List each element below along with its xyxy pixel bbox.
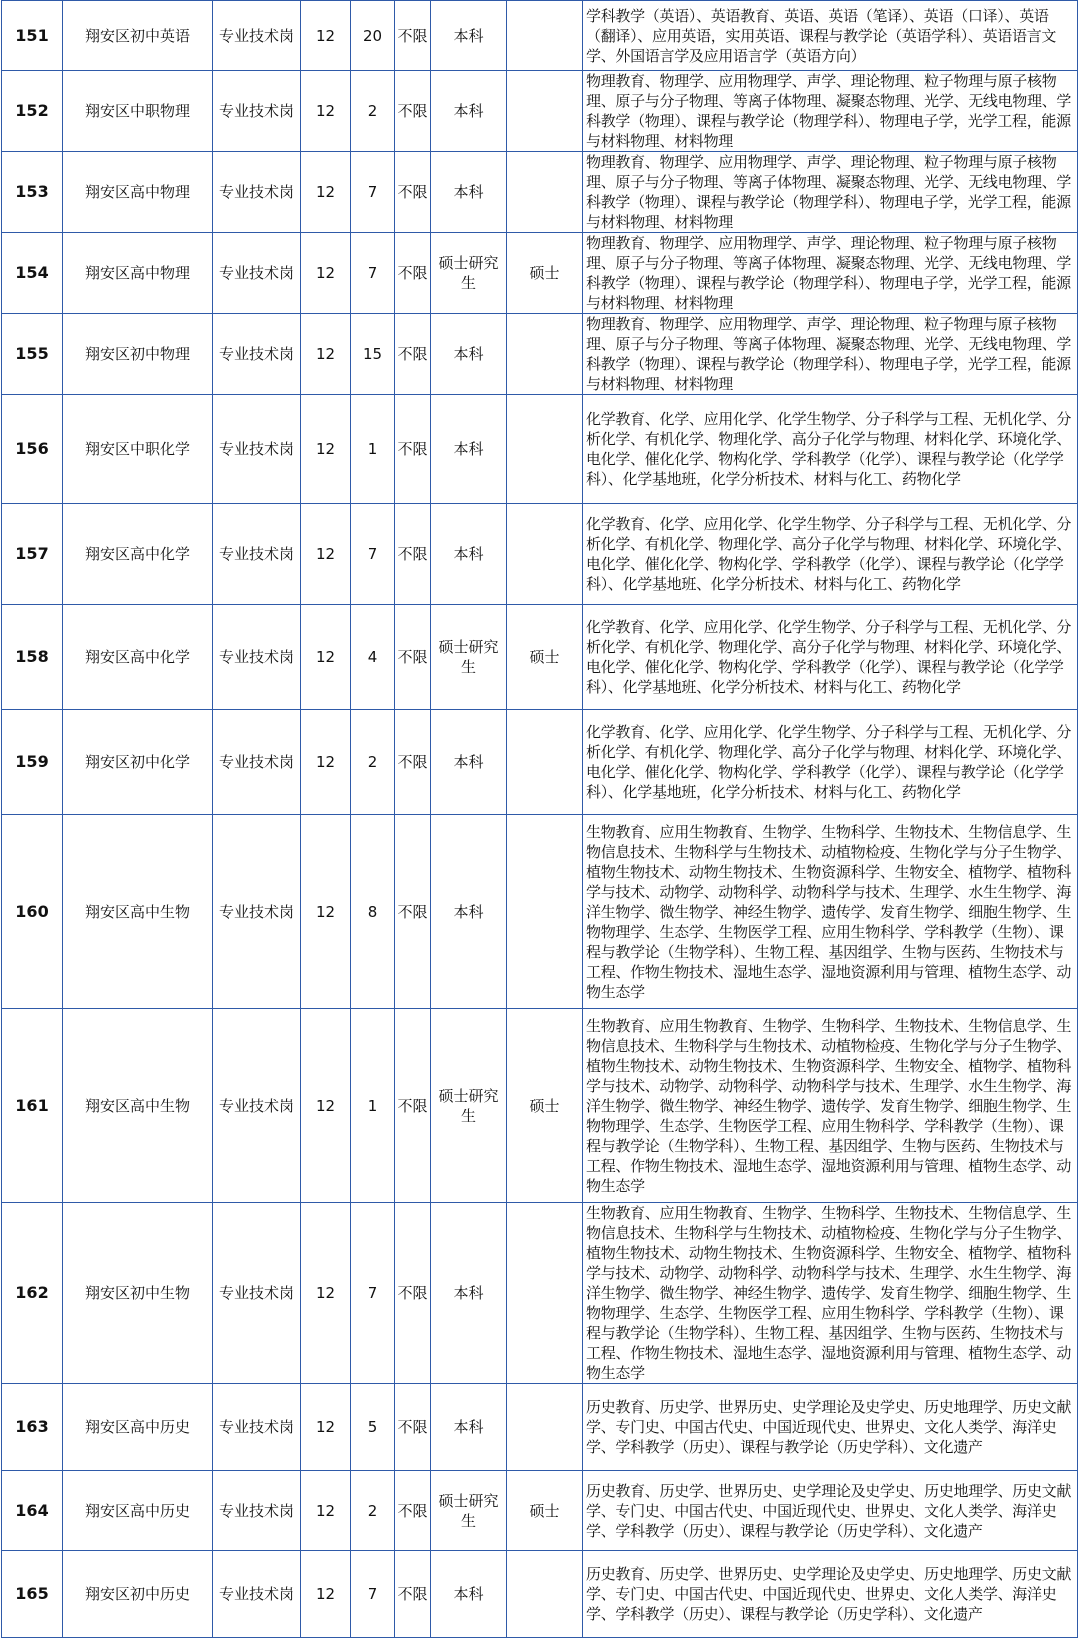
position-number: 163 [2,1384,63,1471]
major-requirements: 物理教育、物理学、应用物理学、声学、理论物理、粒子物理与原子核物理、原子与分子物理、等离子体物理、凝聚态物理、光学、无线电物理、学科教学（物理）、课程与教学论（物理学科）、物理电子学，光学工程，能源与材料物理、材料物理 [583,314,1078,395]
position-grade: 12 [301,71,351,152]
hiring-count: 7 [351,504,395,605]
position-type: 专业技术岗 [213,1,301,71]
education-requirement: 本科 [431,71,507,152]
age-or-household-limit: 不限 [395,1384,431,1471]
position-type: 专业技术岗 [213,815,301,1009]
major-requirements: 化学教育、化学、应用化学、化学生物学、分子科学与工程、无机化学、分析化学、有机化学、物理化学、高分子化学与物理、材料化学、环境化学、电化学、催化化学、物构化学、学科教学（化学）、课程与教学论（化学学科）、化学基地班、化学分析技术、材料与化工、药物化学 [583,504,1078,605]
hiring-count: 2 [351,710,395,815]
position-name: 翔安区高中生物 [63,815,213,1009]
position-type: 专业技术岗 [213,1471,301,1551]
major-requirements: 化学教育、化学、应用化学、化学生物学、分子科学与工程、无机化学、分析化学、有机化学、物理化学、高分子化学与物理、材料化学、环境化学、电化学、催化化学、物构化学、学科教学（化学）、课程与教学论（化学学科）、化学基地班，化学分析技术、材料与化工、药物化学 [583,395,1078,504]
degree-requirement: 硕士 [507,605,583,710]
position-name: 翔安区初中历史 [63,1551,213,1638]
education-requirement: 本科 [431,395,507,504]
position-grade: 12 [301,314,351,395]
education-requirement: 硕士研究生 [431,605,507,710]
age-or-household-limit: 不限 [395,71,431,152]
position-type: 专业技术岗 [213,1203,301,1384]
position-grade: 12 [301,1,351,71]
education-requirement: 硕士研究生 [431,1009,507,1203]
position-name: 翔安区高中历史 [63,1384,213,1471]
degree-requirement: 硕士 [507,1471,583,1551]
hiring-count: 7 [351,1551,395,1638]
position-number: 162 [2,1203,63,1384]
table-row [2,1384,1078,1471]
position-name: 翔安区高中化学 [63,605,213,710]
education-requirement: 本科 [431,815,507,1009]
position-number: 160 [2,815,63,1009]
age-or-household-limit: 不限 [395,1471,431,1551]
age-or-household-limit: 不限 [395,314,431,395]
age-or-household-limit: 不限 [395,395,431,504]
hiring-count: 1 [351,395,395,504]
position-type: 专业技术岗 [213,395,301,504]
position-name: 翔安区高中生物 [63,1009,213,1203]
table-row [2,1203,1078,1384]
degree-requirement: 硕士 [507,233,583,314]
major-requirements: 物理教育、物理学、应用物理学、声学、理论物理、粒子物理与原子核物理、原子与分子物理、等离子体物理、凝聚态物理、光学、无线电物理、学科教学（物理）、课程与教学论（物理学科）、物理电子学，光学工程，能源与材料物理、材料物理 [583,233,1078,314]
education-requirement: 本科 [431,152,507,233]
position-name: 翔安区高中化学 [63,504,213,605]
position-grade: 12 [301,605,351,710]
position-name: 翔安区中职物理 [63,71,213,152]
education-requirement: 本科 [431,1384,507,1471]
age-or-household-limit: 不限 [395,1009,431,1203]
position-name: 翔安区初中生物 [63,1203,213,1384]
major-requirements: 历史教育、历史学、世界历史、史学理论及史学史、历史地理学、历史文献学、专门史、中国古代史、中国近现代史、世界史、文化人类学、海洋史学、学科教学（历史）、课程与教学论（历史学科）、文化遗产 [583,1551,1078,1638]
table-row [2,395,1078,504]
major-requirements: 历史教育、历史学、世界历史、史学理论及史学史、历史地理学、历史文献学、专门史、中国古代史、中国近现代史、世界史、文化人类学、海洋史学、学科教学（历史）、课程与教学论（历史学科）、文化遗产 [583,1471,1078,1551]
position-type: 专业技术岗 [213,1551,301,1638]
hiring-count: 7 [351,233,395,314]
table-row [2,1,1078,71]
position-number: 157 [2,504,63,605]
position-grade: 12 [301,1203,351,1384]
age-or-household-limit: 不限 [395,815,431,1009]
position-grade: 12 [301,233,351,314]
position-number: 159 [2,710,63,815]
hiring-count: 7 [351,152,395,233]
position-number: 152 [2,71,63,152]
table-row [2,1009,1078,1203]
position-grade: 12 [301,1551,351,1638]
table-row [2,710,1078,815]
education-requirement: 本科 [431,1551,507,1638]
table-row [2,1471,1078,1551]
position-name: 翔安区中职化学 [63,395,213,504]
table-row [2,605,1078,710]
degree-requirement [507,1551,583,1638]
position-type: 专业技术岗 [213,605,301,710]
position-number: 161 [2,1009,63,1203]
position-type: 专业技术岗 [213,152,301,233]
age-or-household-limit: 不限 [395,605,431,710]
degree-requirement [507,152,583,233]
position-grade: 12 [301,1471,351,1551]
table-row [2,314,1078,395]
position-name: 翔安区初中英语 [63,1,213,71]
hiring-count: 4 [351,605,395,710]
degree-requirement [507,815,583,1009]
age-or-household-limit: 不限 [395,152,431,233]
education-requirement: 本科 [431,1,507,71]
table-row [2,1551,1078,1638]
table-row [2,233,1078,314]
degree-requirement [507,314,583,395]
position-name: 翔安区初中物理 [63,314,213,395]
position-grade: 12 [301,815,351,1009]
table-body [2,1,1078,1638]
position-grade: 12 [301,710,351,815]
degree-requirement [507,1203,583,1384]
position-number: 164 [2,1471,63,1551]
degree-requirement [507,1,583,71]
hiring-count: 15 [351,314,395,395]
position-name: 翔安区高中物理 [63,152,213,233]
hiring-count: 20 [351,1,395,71]
education-requirement: 本科 [431,1203,507,1384]
position-number: 154 [2,233,63,314]
hiring-count: 8 [351,815,395,1009]
age-or-household-limit: 不限 [395,233,431,314]
major-requirements: 学科教学（英语）、英语教育、英语、英语（笔译）、英语（口译）、英语（翻译）、应用英语，实用英语、课程与教学论（英语学科）、英语语言文学、外国语言学及应用语言学（英语方向） [583,1,1078,71]
hiring-count: 2 [351,71,395,152]
degree-requirement [507,71,583,152]
major-requirements: 化学教育、化学、应用化学、化学生物学、分子科学与工程、无机化学、分析化学、有机化学、物理化学、高分子化学与物理、材料化学、环境化学、电化学、催化化学、物构化学、学科教学（化学）、课程与教学论（化学学科）、化学基地班、化学分析技术、材料与化工、药物化学 [583,605,1078,710]
table-row [2,152,1078,233]
major-requirements: 历史教育、历史学、世界历史、史学理论及史学史、历史地理学、历史文献学、专门史、中国古代史、中国近现代史、世界史、文化人类学、海洋史学、学科教学（历史）、课程与教学论（历史学科）、文化遗产 [583,1384,1078,1471]
major-requirements: 物理教育、物理学、应用物理学、声学、理论物理、粒子物理与原子核物理、原子与分子物理、等离子体物理、凝聚态物理、光学、无线电物理、学科教学（物理）、课程与教学论（物理学科）、物理电子学，光学工程，能源与材料物理、材料物理 [583,152,1078,233]
major-requirements: 化学教育、化学、应用化学、化学生物学、分子科学与工程、无机化学、分析化学、有机化学、物理化学、高分子化学与物理、材料化学、环境化学、电化学、催化化学、物构化学、学科教学（化学）、课程与教学论（化学学科）、化学基地班，化学分析技术、材料与化工、药物化学 [583,710,1078,815]
age-or-household-limit: 不限 [395,1551,431,1638]
education-requirement: 硕士研究生 [431,1471,507,1551]
hiring-count: 5 [351,1384,395,1471]
position-type: 专业技术岗 [213,710,301,815]
position-grade: 12 [301,395,351,504]
position-number: 153 [2,152,63,233]
hiring-count: 2 [351,1471,395,1551]
hiring-count: 1 [351,1009,395,1203]
table-row [2,71,1078,152]
degree-requirement [507,710,583,815]
age-or-household-limit: 不限 [395,710,431,815]
table-row [2,504,1078,605]
degree-requirement [507,504,583,605]
recruitment-table [1,0,1078,1638]
education-requirement: 本科 [431,314,507,395]
education-requirement: 本科 [431,710,507,815]
position-name: 翔安区高中物理 [63,233,213,314]
major-requirements: 物理教育、物理学、应用物理学、声学、理论物理、粒子物理与原子核物理、原子与分子物理、等离子体物理、凝聚态物理、光学、无线电物理、学科教学（物理）、课程与教学论（物理学科）、物理电子学，光学工程，能源与材料物理、材料物理 [583,71,1078,152]
position-number: 151 [2,1,63,71]
education-requirement: 本科 [431,504,507,605]
position-name: 翔安区初中化学 [63,710,213,815]
degree-requirement [507,1384,583,1471]
major-requirements: 生物教育、应用生物教育、生物学、生物科学、生物技术、生物信息学、生物信息技术、生物科学与生物技术、动植物检疫、生物化学与分子生物学、植物生物技术、动物生物技术、生物资源科学、生物安全、植物学、植物科学与技术、动物学、动物科学、动物科学与技术、生理学、水生生物学、海洋生物学、微生物学、神经生物学、遗传学、发育生物学、细胞生物学、生物物理学、生态学、生物医学工程、应用生物科学、学科教学（生物）、课程与教学论（生物学科）、生物工程、基因组学、生物与医药、生物技术与工程、作物生物技术、湿地生态学、湿地资源利用与管理、植物生态学、动物生态学 [583,1203,1078,1384]
age-or-household-limit: 不限 [395,1203,431,1384]
position-grade: 12 [301,152,351,233]
position-type: 专业技术岗 [213,1384,301,1471]
position-type: 专业技术岗 [213,71,301,152]
position-type: 专业技术岗 [213,314,301,395]
position-type: 专业技术岗 [213,504,301,605]
table-row [2,815,1078,1009]
position-grade: 12 [301,1384,351,1471]
education-requirement: 硕士研究生 [431,233,507,314]
degree-requirement [507,395,583,504]
position-name: 翔安区高中历史 [63,1471,213,1551]
position-number: 155 [2,314,63,395]
age-or-household-limit: 不限 [395,504,431,605]
position-grade: 12 [301,504,351,605]
position-number: 165 [2,1551,63,1638]
position-grade: 12 [301,1009,351,1203]
position-type: 专业技术岗 [213,1009,301,1203]
position-number: 156 [2,395,63,504]
major-requirements: 生物教育、应用生物教育、生物学、生物科学、生物技术、生物信息学、生物信息技术、生物科学与生物技术、动植物检疫、生物化学与分子生物学、植物生物技术、动物生物技术、生物资源科学、生物安全、植物学、植物科学与技术、动物学、动物科学、动物科学与技术、生理学、水生生物学、海洋生物学、微生物学、神经生物学、遗传学、发育生物学、细胞生物学、生物物理学、生态学、生物医学工程、应用生物科学、学科教学（生物）、课程与教学论（生物学科）、生物工程、基因组学、生物与医药、生物技术与工程、作物生物技术、湿地生态学、湿地资源利用与管理、植物生态学、动物生态学 [583,1009,1078,1203]
age-or-household-limit: 不限 [395,1,431,71]
major-requirements: 生物教育、应用生物教育、生物学、生物科学、生物技术、生物信息学、生物信息技术、生物科学与生物技术、动植物检疫、生物化学与分子生物学、植物生物技术、动物生物技术、生物资源科学、生物安全、植物学、植物科学与技术、动物学、动物科学、动物科学与技术、生理学、水生生物学、海洋生物学、微生物学、神经生物学、遗传学、发育生物学、细胞生物学、生物物理学、生态学、生物医学工程、应用生物科学、学科教学（生物）、课程与教学论（生物学科）、生物工程、基因组学、生物与医药、生物技术与工程、作物生物技术、湿地生态学、湿地资源利用与管理、植物生态学、动物生态学 [583,815,1078,1009]
hiring-count: 7 [351,1203,395,1384]
degree-requirement: 硕士 [507,1009,583,1203]
position-type: 专业技术岗 [213,233,301,314]
position-number: 158 [2,605,63,710]
